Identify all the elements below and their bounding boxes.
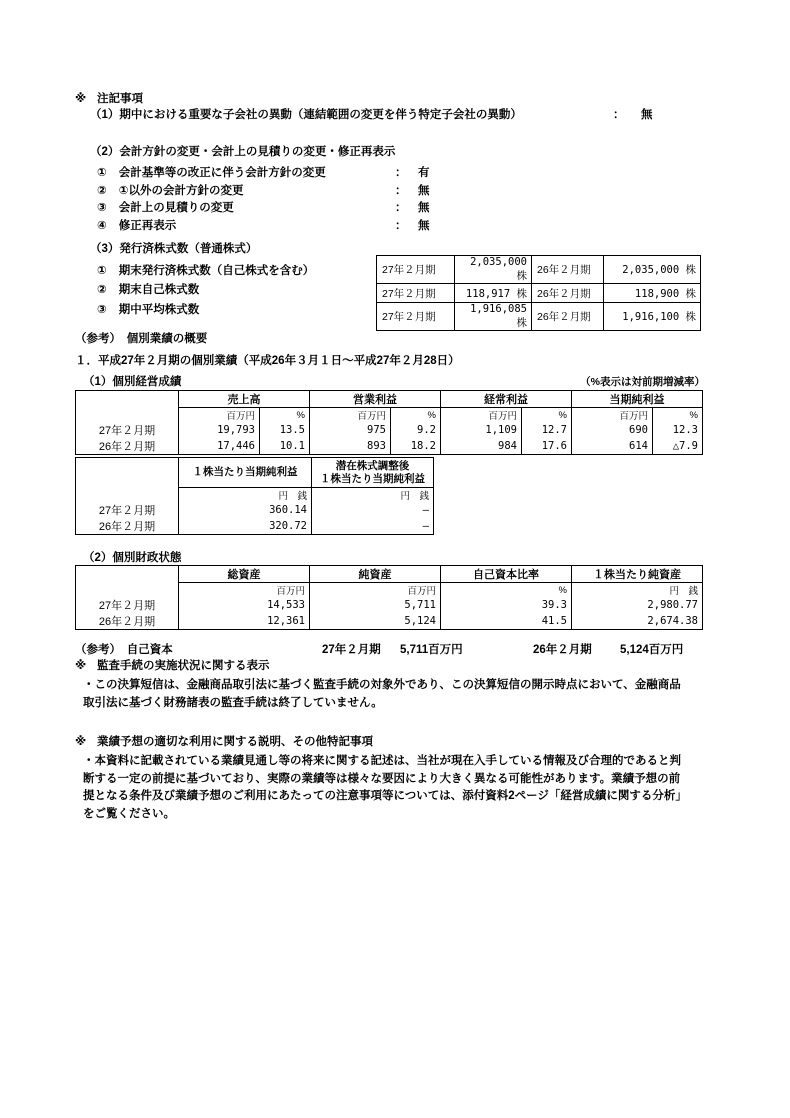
- shares-outstanding-block: [75, 255, 705, 330]
- corner-cell: [76, 566, 179, 598]
- equity-reference-row: [75, 642, 705, 658]
- circled-number: ④: [97, 219, 107, 232]
- unit-cell: %: [391, 408, 441, 423]
- row-value: 有: [418, 167, 430, 179]
- header-row: [76, 458, 434, 488]
- value-cell: 13.5: [260, 422, 310, 438]
- period-cell: 27年２月期: [377, 284, 455, 303]
- value-cell: 984: [441, 438, 522, 455]
- reference-mark: ※: [75, 736, 87, 748]
- value-cell: 17.6: [522, 438, 572, 455]
- value-cell: 12.7: [522, 422, 572, 438]
- row-label: ①以外の会計方針の変更: [118, 184, 244, 197]
- paragraph-line: 提となる条件及び業績予想のご利用にあたっての注意事項等については、添付資料2ページ「経営成績に関する分析」: [83, 790, 687, 802]
- shares-item: [97, 281, 314, 300]
- unit-cell: 百万円: [310, 408, 391, 423]
- column-header: 純資産: [310, 566, 441, 583]
- header-row: [76, 391, 703, 408]
- note-item-1: [75, 107, 705, 124]
- row-colon: ：: [395, 202, 407, 214]
- row-label: 会計上の見積りの変更: [118, 202, 234, 214]
- equity-period-1: 27年２月期: [322, 644, 381, 656]
- column-header: 当期純利益: [572, 391, 703, 408]
- row-label: 会計基準等の改正に伴う会計方針の変更: [118, 167, 326, 179]
- reference-subheading: １．平成27年２月期の個別業績（平成26年３月１日～平成27年２月28日）: [75, 355, 460, 367]
- circled-number: ②: [97, 284, 107, 297]
- value-cell: 12.3: [653, 422, 703, 438]
- unit-cell: %: [653, 408, 703, 423]
- table-row: [76, 502, 434, 518]
- audit-title-text: 監査手続の実施状況に関する表示: [97, 660, 270, 672]
- value-cell: 2,980.77: [572, 597, 703, 613]
- reference-mark: ※: [75, 93, 87, 105]
- value-cell: 1,916,085 株: [455, 303, 532, 331]
- accounting-change-row: [75, 218, 705, 236]
- financial-position-table: [75, 565, 703, 630]
- value-cell: 39.3: [441, 597, 572, 613]
- paragraph-line: 取引法に基づく財務諸表の監査手続は終了していません。: [83, 696, 383, 709]
- table-row: [76, 597, 703, 613]
- row-label: 期末発行済株式数（自己株式を含む）: [118, 265, 315, 277]
- value-cell: ―: [312, 518, 434, 535]
- performance-title-row: [75, 373, 705, 389]
- value-cell: 690: [572, 422, 653, 438]
- note-item-2-subitems: [75, 165, 705, 235]
- column-header: 総資産: [179, 566, 310, 583]
- unit-cell: 百万円: [179, 583, 310, 598]
- row-value: 無: [418, 219, 430, 232]
- unit-cell: 円 銭: [572, 583, 703, 598]
- header-line: 潜在株式調整後: [335, 459, 410, 472]
- note-item-2-heading: （2）会計方針の変更・会計上の見積りの変更・修正再表示: [90, 146, 396, 158]
- equity-value-2: 5,124百万円: [620, 644, 684, 656]
- performance-title: （1）個別経営成績: [83, 376, 182, 388]
- row-label: 修正再表示: [118, 219, 177, 232]
- circled-number: ③: [97, 303, 107, 316]
- value-cell: 614: [572, 438, 653, 455]
- period-cell: 27年２月期: [377, 256, 455, 284]
- column-header: 自己資本比率: [441, 566, 572, 583]
- unit-cell: 百万円: [310, 583, 441, 598]
- column-header: １株当たり純資産: [572, 566, 703, 583]
- paragraph-line: 断する一定の前提に基づいており、実際の業績等は様々な要因により大きく異なる可能性があります。業績予想の前: [83, 772, 681, 785]
- period-cell: 27年２月期: [377, 303, 455, 331]
- circled-number: ③: [97, 202, 107, 214]
- value-cell: 320.72: [179, 518, 312, 535]
- forecast-section-title: [75, 733, 705, 749]
- circled-number: ①: [97, 167, 107, 179]
- table-row: [76, 613, 703, 630]
- equity-label: （参考） 自己資本: [75, 644, 173, 656]
- value-cell: 17,446: [179, 438, 260, 455]
- paragraph-line: ・この決算短信は、金融商品取引法に基づく監査手続の対象外であり、この決算短信の開示時点において、金融商品: [83, 679, 681, 691]
- circled-number: ①: [97, 265, 107, 277]
- performance-table: [75, 390, 703, 455]
- note-item-1-colon: ：: [613, 109, 625, 121]
- shares-item-list: [97, 262, 314, 320]
- header-line: １株当たり当期純利益: [320, 472, 425, 485]
- table-row: [377, 256, 701, 284]
- shares-item: [97, 262, 314, 281]
- value-cell: ―: [312, 502, 434, 518]
- value-cell: 9.2: [391, 422, 441, 438]
- shares-item: [97, 301, 314, 320]
- value-cell: 893: [310, 438, 391, 455]
- accounting-change-row: [75, 183, 705, 201]
- unit-cell: 百万円: [179, 408, 260, 423]
- forecast-title-text: 業績予想の適切な利用に関する説明、その他特記事項: [97, 736, 373, 748]
- value-cell: 41.5: [441, 613, 572, 630]
- value-cell: 1,109: [441, 422, 522, 438]
- accounting-change-row: [75, 165, 705, 183]
- value-cell: 360.14: [179, 502, 312, 518]
- row-value: 無: [418, 184, 430, 197]
- notes-title-text: 注記事項: [97, 93, 143, 105]
- row-label: 期末自己株式数: [118, 284, 200, 297]
- row-colon: ：: [395, 184, 407, 197]
- unit-cell: 百万円: [441, 408, 522, 423]
- shares-table: [376, 255, 701, 331]
- accounting-change-row: [75, 200, 705, 218]
- circled-number: ②: [97, 184, 107, 197]
- reference-heading: （参考） 個別業績の概要: [75, 333, 208, 345]
- period-cell: 27年２月期: [76, 502, 179, 518]
- table-row: [377, 303, 701, 331]
- financial-position-title: （2）個別財政状態: [83, 552, 182, 564]
- row-colon: ：: [395, 219, 407, 232]
- value-cell: 14,533: [179, 597, 310, 613]
- equity-period-2: 26年２月期: [533, 644, 592, 656]
- unit-cell: 円 銭: [312, 488, 434, 503]
- column-header: 売上高: [179, 391, 310, 408]
- value-cell: 975: [310, 422, 391, 438]
- unit-cell: %: [260, 408, 310, 423]
- table-row: [377, 284, 701, 303]
- reference-mark: ※: [75, 660, 87, 672]
- value-cell: 12,361: [179, 613, 310, 630]
- unit-cell: %: [441, 583, 572, 598]
- value-cell: 2,674.38: [572, 613, 703, 630]
- value-cell: 1,916,100 株: [604, 303, 701, 331]
- notes-section-title: [75, 90, 705, 106]
- paragraph-line: ・本資料に記載されている業績見通し等の将来に関する記述は、当社が現在入手している情報及び合理的であると判: [83, 755, 681, 767]
- column-header: １株当たり当期純利益: [179, 458, 312, 488]
- value-cell: 118,917 株: [455, 284, 532, 303]
- note-item-3-heading: （3）発行済株式数（普通株式）: [90, 243, 258, 255]
- unit-cell: %: [522, 408, 572, 423]
- audit-section-title: [75, 657, 705, 673]
- period-cell: 27年２月期: [76, 422, 179, 438]
- forecast-paragraph: [75, 753, 705, 823]
- corner-cell: [76, 391, 179, 423]
- column-header: 経常利益: [441, 391, 572, 408]
- period-cell: 26年２月期: [76, 613, 179, 630]
- value-cell: 19,793: [179, 422, 260, 438]
- period-cell: 26年２月期: [532, 284, 604, 303]
- value-cell: △7.9: [653, 438, 703, 455]
- value-cell: 5,711: [310, 597, 441, 613]
- note-item-1-value: 無: [641, 109, 653, 121]
- column-header: 営業利益: [310, 391, 441, 408]
- percent-note: （%表示は対前期増減率）: [580, 376, 705, 388]
- corner-cell: [76, 458, 179, 503]
- column-header: [312, 458, 434, 488]
- value-cell: 18.2: [391, 438, 441, 455]
- header-row: [76, 566, 703, 583]
- period-cell: 26年２月期: [532, 256, 604, 284]
- value-cell: 2,035,000 株: [604, 256, 701, 284]
- eps-table: [75, 457, 434, 535]
- paragraph-line: をご覧ください。: [83, 807, 175, 820]
- row-colon: ：: [395, 167, 407, 179]
- period-cell: 26年２月期: [76, 518, 179, 535]
- period-cell: 26年２月期: [532, 303, 604, 331]
- period-cell: 26年２月期: [76, 438, 179, 455]
- equity-value-1: 5,711百万円: [400, 644, 463, 656]
- unit-cell: 円 銭: [179, 488, 312, 503]
- value-cell: 10.1: [260, 438, 310, 455]
- table-row: [76, 422, 703, 438]
- table-row: [76, 518, 434, 535]
- period-cell: 27年２月期: [76, 597, 179, 613]
- table-row: [76, 438, 703, 455]
- audit-paragraph: [75, 677, 705, 712]
- row-value: 無: [418, 202, 430, 214]
- note-item-1-label: （1）期中における重要な子会社の異動（連結範囲の変更を伴う特定子会社の異動）: [90, 109, 522, 121]
- value-cell: 5,124: [310, 613, 441, 630]
- row-label: 期中平均株式数: [118, 303, 200, 316]
- value-cell: 2,035,000 株: [455, 256, 532, 284]
- value-cell: 118,900 株: [604, 284, 701, 303]
- unit-cell: 百万円: [572, 408, 653, 423]
